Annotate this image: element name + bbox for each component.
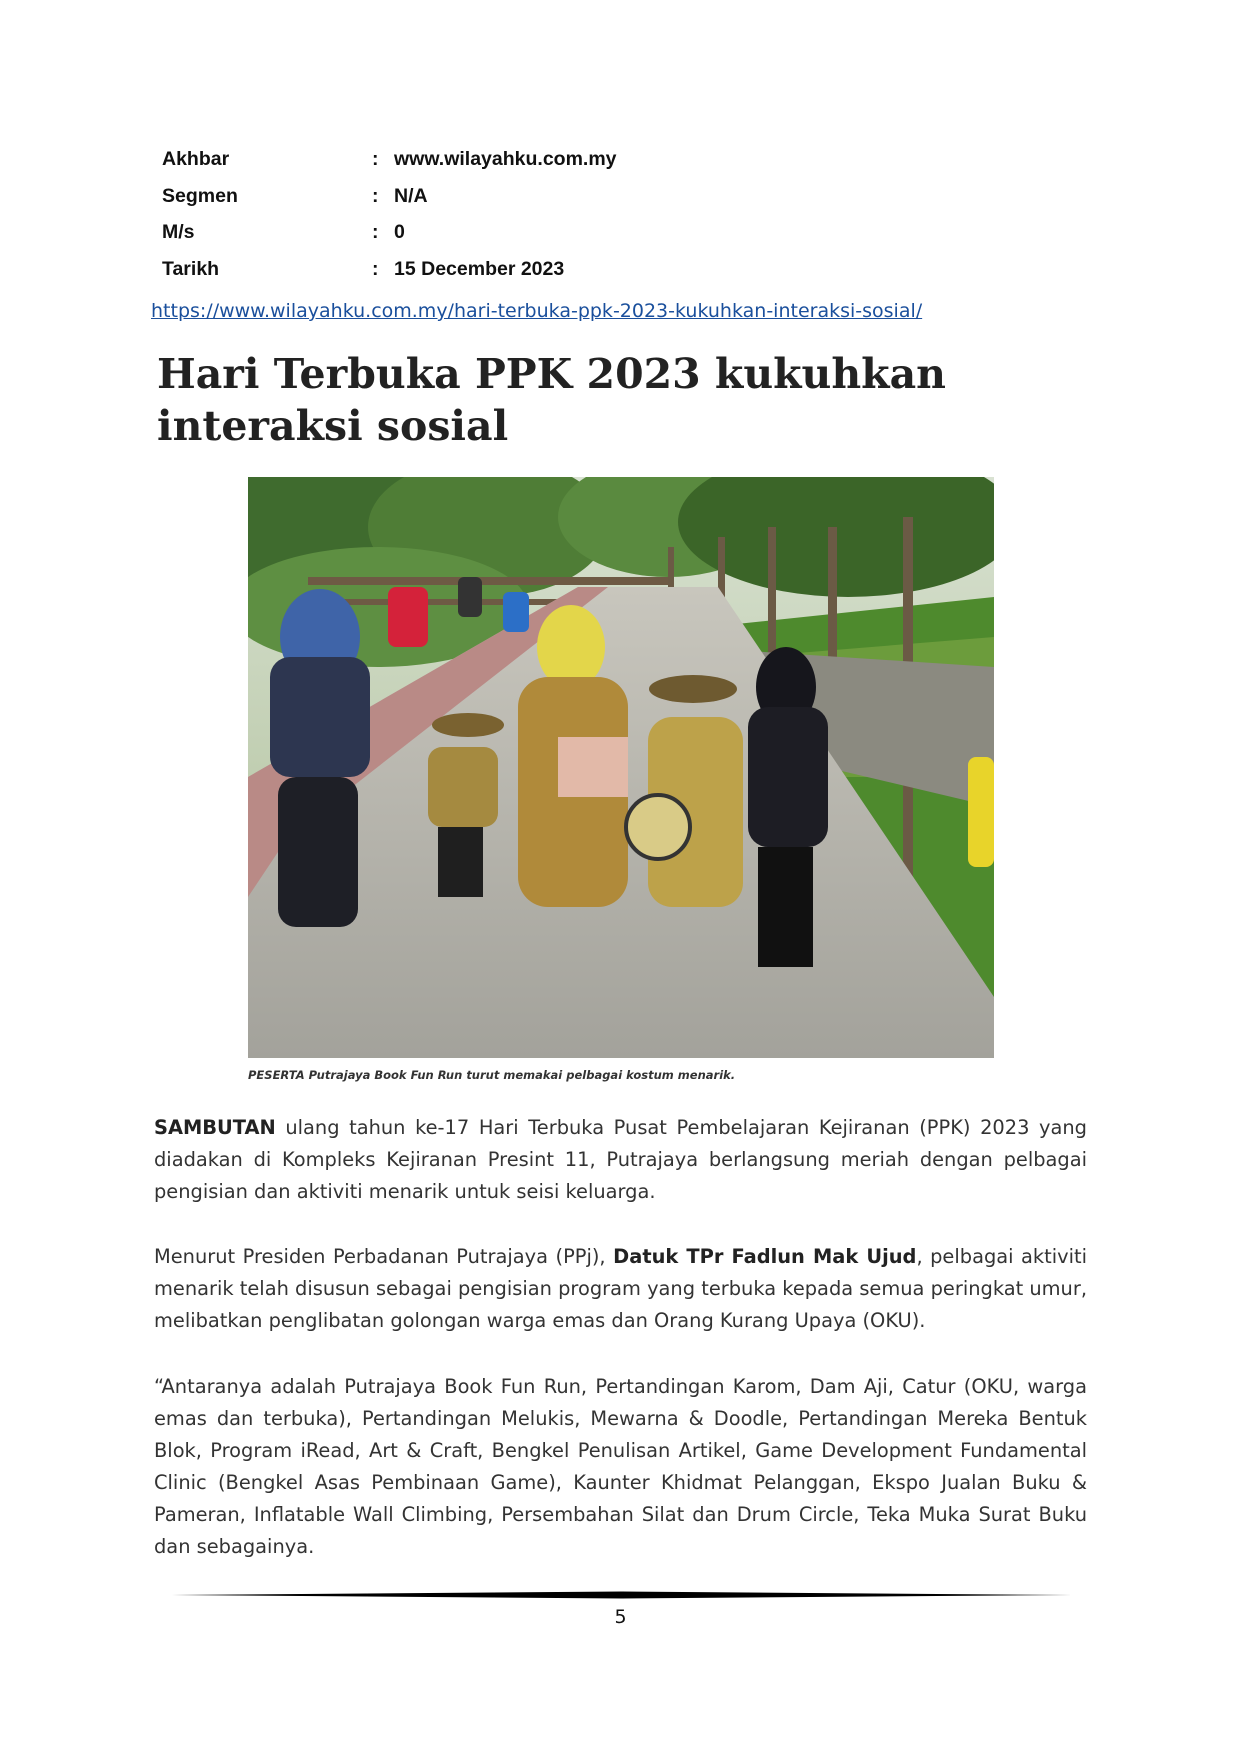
meta-label: Segmen <box>162 184 238 207</box>
footer-divider <box>172 1591 1072 1599</box>
paragraph-2-name: Datuk TPr Fadlun Mak Ujud <box>613 1245 917 1268</box>
paragraph-3: “Antaranya adalah Putrajaya Book Fun Run, Pertandingan Karom, Dam Aji, Catur (OKU, warga emas dan terbuka), Pertandingan Melukis, Mewarna & Doodle, Pertandingan Mereka Bentuk Blok, Program iRead, Art & Craft, Bengkel Penulisan Artikel, Game Development Fundamental Clinic (Bengkel Asas Pembinaan Game), Kaunter Khidmat Pelanggan, Ekspo Jualan Buku & Pameran, Inflatable Wall Climbing, Persembahan Silat dan Drum Circle, Teka Muka Surat Buku dan sebagainya. <box>154 1375 1087 1558</box>
article-title <box>157 348 1057 452</box>
photo-caption: PESERTA Putrajaya Book Fun Run turut memakai pelbagai kostum menarik. <box>248 1068 736 1082</box>
paragraph-2-start: Menurut Presiden Perbadanan Putrajaya (PPj), <box>154 1245 614 1268</box>
meta-value: www.wilayahku.com.my <box>394 148 617 170</box>
paragraph-2-text: , pelbagai aktiviti menarik telah disusun sebagai pengisian program yang terbuka kepada semua peringkat umur, melibatkan penglibatan golongan warga emas dan Orang Kurang Upaya (OKU). <box>154 1245 1088 1332</box>
meta-label: Tarikh <box>162 257 220 280</box>
meta-colon: : <box>372 184 379 207</box>
paragraph-1-lead: SAMBUTAN <box>154 1116 276 1139</box>
paragraph-2 <box>154 1241 1087 1337</box>
article-title-line2: interaksi sosial <box>157 402 509 450</box>
photo-illustration <box>248 477 994 1058</box>
meta-value: 0 <box>394 221 405 243</box>
article-title-line1: Hari Terbuka PPK 2023 kukuhkan <box>157 350 946 398</box>
paragraph-1-text: ulang tahun ke-17 Hari Terbuka Pusat Pembelajaran Kejiranan (PPK) 2023 yang diadakan di Kompleks Kejiranan Presint 11, Putrajaya berlangsung meriah dengan pelbagai pengisian dan aktiviti menarik untuk seisi keluarga. <box>154 1116 1087 1203</box>
meta-label: M/s <box>162 221 195 243</box>
meta-label: Akhbar <box>162 148 230 170</box>
article-url-link[interactable]: https://www.wilayahku.com.my/hari-terbuka-ppk-2023-kukuhkan-interaksi-sosial/ <box>151 300 923 322</box>
meta-value: N/A <box>394 184 428 207</box>
article-photo <box>248 477 994 1058</box>
meta-colon: : <box>372 148 379 170</box>
page-number: 5 <box>614 1606 627 1628</box>
meta-colon: : <box>372 221 379 243</box>
meta-colon: : <box>372 257 379 280</box>
paragraph-1 <box>154 1112 1087 1208</box>
meta-value: 15 December 2023 <box>394 257 565 280</box>
